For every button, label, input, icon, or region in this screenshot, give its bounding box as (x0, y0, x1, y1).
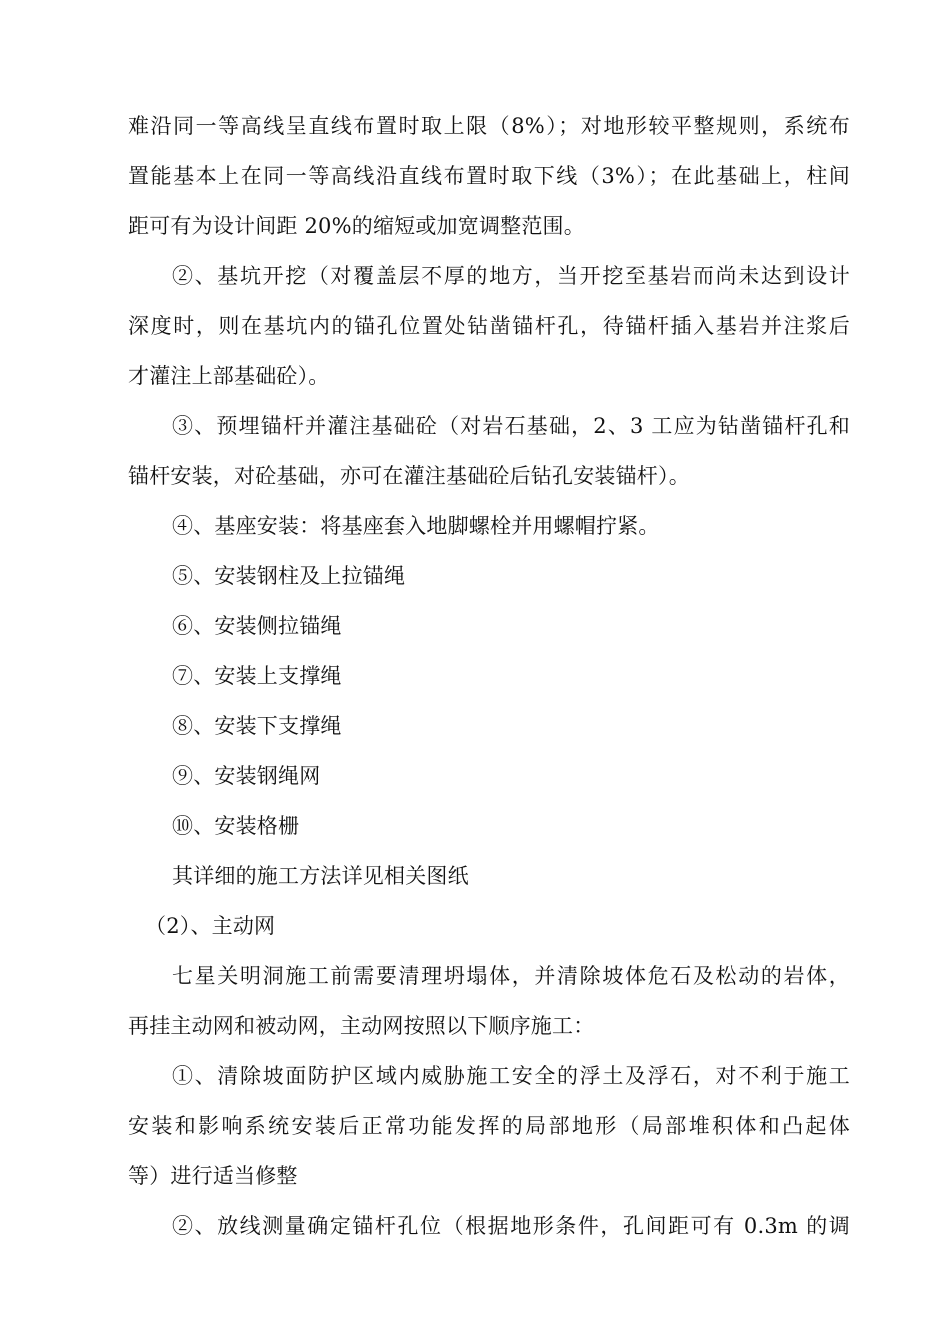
paragraph-line: 距可有为设计间距 20%的缩短或加宽调整范围。 (128, 214, 585, 238)
paragraph-line: 深度时，则在基坑内的锚孔位置处钻凿锚杆孔，待锚杆插入基岩并注浆后 (128, 314, 850, 338)
paragraph-line: 其详细的施工方法详见相关图纸 (172, 864, 469, 888)
paragraph-line: 等）进行适当修整 (128, 1164, 298, 1188)
paragraph-line: 安装和影响系统安装后正常功能发挥的局部地形（局部堆积体和凸起体 (128, 1114, 850, 1138)
list-item-line: ①、清除坡面防护区域内威胁施工安全的浮土及浮石，对不利于施工 (172, 1064, 850, 1088)
list-item-line: ⑥、安装侧拉锚绳 (172, 614, 342, 638)
list-item-line: ③、预埋锚杆并灌注基础砼（对岩石基础，2、3 工应为钻凿锚杆孔和 (172, 414, 850, 438)
list-item-line: ⑦、安装上支撑绳 (172, 664, 342, 688)
paragraph-line: 锚杆安装，对砼基础，亦可在灌注基础砼后钻孔安装锚杆）。 (128, 464, 690, 488)
list-item-line: ⑩、安装格栅 (172, 814, 300, 838)
list-item-line: ⑤、安装钢柱及上拉锚绳 (172, 564, 406, 588)
paragraph-line: 才灌注上部基础砼）。 (128, 364, 330, 388)
section-heading: （2）、主动网 (145, 914, 276, 938)
list-item-line: ⑨、安装钢绳网 (172, 764, 321, 788)
list-item-line: ②、放线测量确定锚杆孔位（根据地形条件，孔间距可有 0.3m 的调 (172, 1214, 850, 1238)
paragraph-line: 置能基本上在同一等高线沿直线布置时取下线（3%）；在此基础上，柱间 (128, 164, 850, 188)
list-item-line: ④、基座安装：将基座套入地脚螺栓并用螺帽拧紧。 (172, 514, 660, 538)
paragraph-line: 七星关明洞施工前需要清理坍塌体，并清除坡体危石及松动的岩体， (172, 964, 850, 988)
paragraph-line: 难沿同一等高线呈直线布置时取上限（8%）；对地形较平整规则，系统布 (128, 114, 850, 138)
list-item-line: ②、基坑开挖（对覆盖层不厚的地方，当开挖至基岩而尚未达到设计 (172, 264, 850, 288)
list-item-line: ⑧、安装下支撑绳 (172, 714, 342, 738)
paragraph-line: 再挂主动网和被动网，主动网按照以下顺序施工： (128, 1014, 595, 1038)
